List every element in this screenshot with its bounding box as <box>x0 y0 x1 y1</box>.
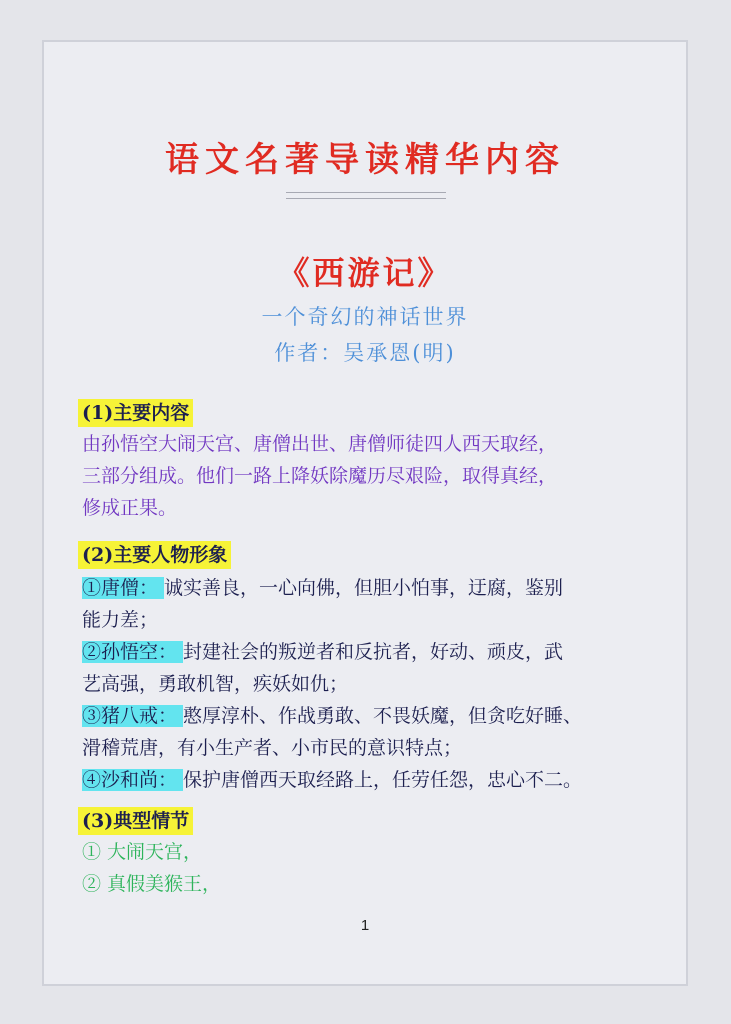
content-paragraph <box>82 428 557 524</box>
content-line: 由孙悟空大闹天宫、唐僧出世、唐僧师徒四人西天取经， <box>82 433 558 455</box>
section-heading-content: (1)主要内容 <box>78 399 193 427</box>
book-author: 作者：吴承恩(明) <box>274 341 456 365</box>
character-name: ②孙悟空： <box>82 641 183 663</box>
character-item <box>82 764 682 796</box>
plots-list <box>82 836 221 900</box>
character-item <box>82 700 682 732</box>
character-item <box>82 636 682 668</box>
page-number: 1 <box>360 917 370 934</box>
character-description: 保护唐僧西天取经路上，任劳任怨，忠心不二。 <box>183 769 583 791</box>
character-description: 诚实善良，一心向佛，但胆小怕事，迂腐，鉴别 <box>164 577 564 599</box>
document-title: 语文名著导读精华内容 <box>165 140 565 180</box>
plot-item: ① 大闹天宫， <box>82 841 203 863</box>
title-divider <box>286 198 446 199</box>
character-description-continued: 能力差； <box>82 609 159 631</box>
plot-item: ② 真假美猴王， <box>82 873 222 895</box>
document-page <box>42 40 688 986</box>
character-description: 封建社会的叛逆者和反抗者，好动、顽皮，武 <box>183 641 564 663</box>
content-line: 修成正果。 <box>82 497 178 519</box>
character-name: ③猪八戒： <box>82 705 183 727</box>
title-divider <box>286 192 446 193</box>
content-line: 三部分组成。他们一路上降妖除魔历尽艰险，取得真经， <box>82 465 558 487</box>
character-description-continued: 滑稽荒唐，有小生产者、小市民的意识特点； <box>82 737 463 759</box>
character-description-continued: 艺高强，勇敢机智，疾妖如仇； <box>82 673 349 695</box>
character-description: 憨厚淳朴、作战勇敢、不畏妖魔，但贪吃好睡、 <box>183 705 583 727</box>
character-name: ①唐僧： <box>82 577 164 599</box>
characters-list <box>82 572 682 796</box>
book-subtitle: 一个奇幻的神话世界 <box>261 305 469 329</box>
section-heading-plots: (3)典型情节 <box>78 807 193 835</box>
character-name: ④沙和尚： <box>82 769 183 791</box>
character-item <box>82 572 682 604</box>
book-title: 《西游记》 <box>277 254 453 292</box>
section-heading-characters: (2)主要人物形象 <box>78 541 231 569</box>
